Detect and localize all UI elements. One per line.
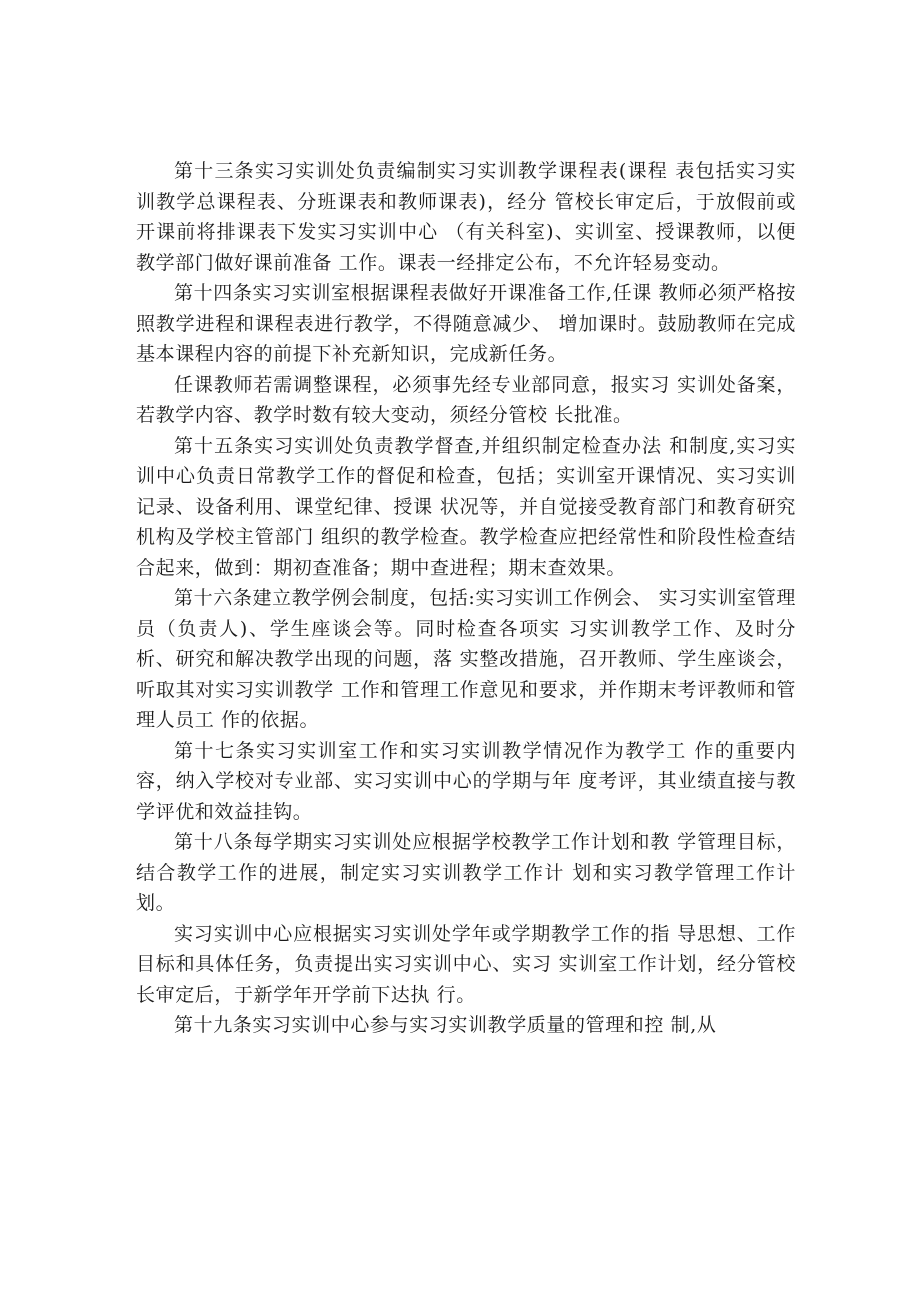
document-body [136,156,796,1041]
article-16-paragraph: 第十六条建立教学例会制度，包括:实习实训工作例会、 实习实训室管理员（负责人)、学生座谈会等。同时检查各项实 习实训教学工作、及时分析、研究和解决教学出现的问题，落 实整改措施，召开教师、学生座谈会，听取其对实习实训教学 工作和管理工作意见和要求，并作期末考评教师和管理人员工 作的依据。 [136,587,796,731]
article-17-paragraph: 第十七条实习实训室工作和实习实训教学情况作为教学工 作的重要内容，纳入学校对专业部、实习实训中心的学期与年 度考评，其业绩直接与教学评优和效益挂钩。 [136,739,796,823]
training-center-plan-paragraph: 实习实训中心应根据实习实训处学年或学期教学工作的指 导思想、工作目标和具体任务，负责提出实习实训中心、实习 实训室工作计划，经分管校长审定后，于新学年开学前下达执 行。 [136,922,796,1006]
article-14-paragraph: 第十四条实习实训室根据课程表做好开课准备工作,任课 教师必须严格按照教学进程和课程表进行教学，不得随意减少、 增加课时。鼓励教师在完成基本课程内容的前提下补充新知识，完成新任务。 [136,282,796,365]
article-19-paragraph: 第十九条实习实训中心参与实习实训教学质量的管理和控 制,从 [174,1014,717,1036]
course-adjustment-paragraph: 任课教师若需调整课程，必须事先经专业部同意，报实习 实训处备案，若教学内容、教学时数有较大变动，须经分管校 长批准。 [136,373,796,426]
article-13-paragraph: 第十三条实习实训处负责编制实习实训教学课程表(课程 表包括实习实训教学总课程表、分班课表和教师课表)，经分 管校长审定后，于放假前或开课前将排课表下发实习实训中心 （有关科室)、实训室、授课教师，以便教学部门做好课前准备 工作。课表一经排定公布，不允许轻易变动。 [136,160,796,274]
article-18-paragraph: 第十八条每学期实习实训处应根据学校教学工作计划和教 学管理目标，结合教学工作的进展，制定实习实训教学工作计 划和实习教学管理工作计划。 [136,831,796,914]
article-15-paragraph: 第十五条实习实训处负责教学督查,并组织制定检查办法 和制度,实习实训中心负责日常教学工作的督促和检查，包括；实训室开课情况、实习实训记录、设备利用、课堂纪律、授课 状况等，并自觉接受教育部门和教育研究机构及学校主管部门 组织的教学检查。教学检查应把经常性和阶段性检查结合起来，做到：期初查准备；期中查进程；期末查效果。 [136,434,796,579]
